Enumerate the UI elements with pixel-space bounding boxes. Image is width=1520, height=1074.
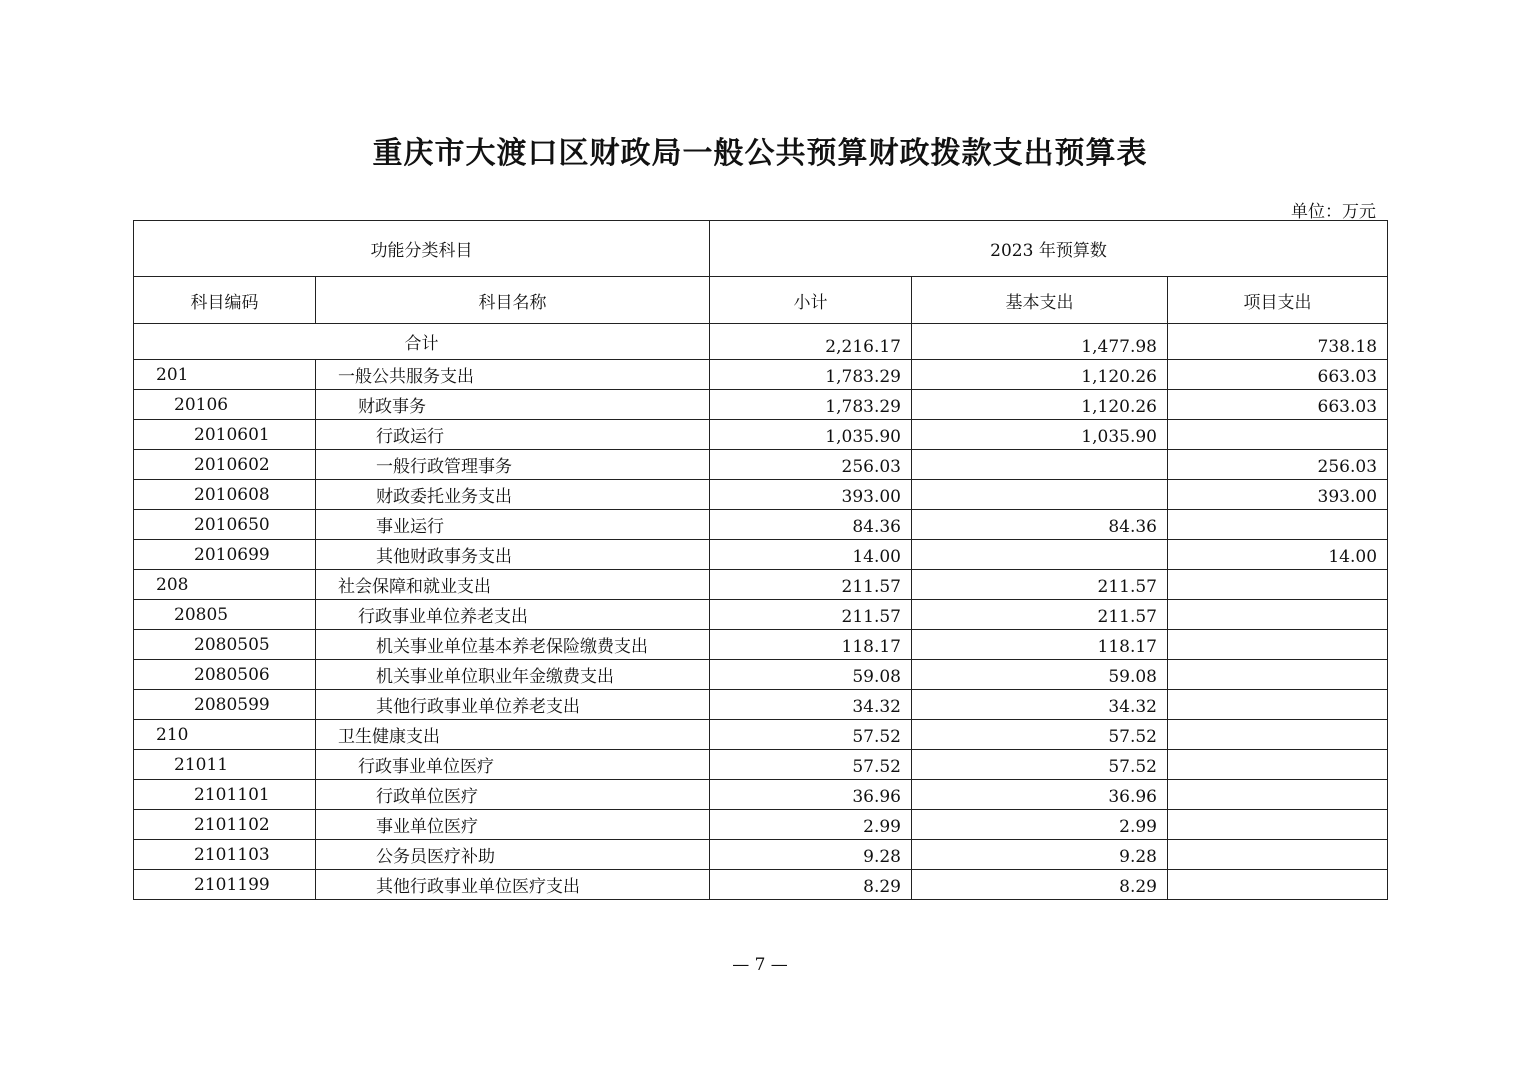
total-basic: 1,477.98 bbox=[912, 324, 1168, 360]
row-name: 公务员医疗补助 bbox=[316, 840, 710, 870]
row-basic: 1,035.90 bbox=[912, 420, 1168, 450]
row-basic: 118.17 bbox=[912, 630, 1168, 660]
table-row bbox=[134, 780, 1388, 810]
row-basic: 1,120.26 bbox=[912, 390, 1168, 420]
table-row bbox=[134, 510, 1388, 540]
row-subtotal: 1,783.29 bbox=[710, 390, 912, 420]
row-basic: 2.99 bbox=[912, 810, 1168, 840]
row-name: 其他财政事务支出 bbox=[316, 540, 710, 570]
row-code: 20106 bbox=[134, 390, 316, 420]
row-basic bbox=[912, 480, 1168, 510]
table-row bbox=[134, 420, 1388, 450]
row-project bbox=[1168, 870, 1388, 900]
header-function-category: 功能分类科目 bbox=[134, 221, 710, 277]
row-basic: 34.32 bbox=[912, 690, 1168, 720]
total-label: 合计 bbox=[134, 324, 710, 360]
row-subtotal: 1,035.90 bbox=[710, 420, 912, 450]
table-row bbox=[134, 540, 1388, 570]
row-subtotal: 57.52 bbox=[710, 720, 912, 750]
row-name: 其他行政事业单位养老支出 bbox=[316, 690, 710, 720]
row-code: 2101102 bbox=[134, 810, 316, 840]
table-row bbox=[134, 570, 1388, 600]
row-name: 社会保障和就业支出 bbox=[316, 570, 710, 600]
row-subtotal: 84.36 bbox=[710, 510, 912, 540]
table-row bbox=[134, 750, 1388, 780]
row-code: 208 bbox=[134, 570, 316, 600]
row-project bbox=[1168, 720, 1388, 750]
header-code: 科目编码 bbox=[134, 277, 316, 324]
table-row bbox=[134, 450, 1388, 480]
row-name: 事业单位医疗 bbox=[316, 810, 710, 840]
row-basic: 36.96 bbox=[912, 780, 1168, 810]
row-project bbox=[1168, 840, 1388, 870]
row-subtotal: 118.17 bbox=[710, 630, 912, 660]
header-budget-year: 2023 年预算数 bbox=[710, 221, 1388, 277]
row-name: 事业运行 bbox=[316, 510, 710, 540]
row-subtotal: 2.99 bbox=[710, 810, 912, 840]
row-code: 201 bbox=[134, 360, 316, 390]
row-subtotal: 9.28 bbox=[710, 840, 912, 870]
row-basic bbox=[912, 450, 1168, 480]
unit-label: 单位：万元 bbox=[1291, 202, 1376, 222]
table-row bbox=[134, 600, 1388, 630]
table-row bbox=[134, 390, 1388, 420]
table-row bbox=[134, 840, 1388, 870]
row-subtotal: 36.96 bbox=[710, 780, 912, 810]
table-row bbox=[134, 480, 1388, 510]
table-row bbox=[134, 360, 1388, 390]
row-subtotal: 393.00 bbox=[710, 480, 912, 510]
row-basic: 59.08 bbox=[912, 660, 1168, 690]
row-basic bbox=[912, 540, 1168, 570]
row-code: 2080506 bbox=[134, 660, 316, 690]
row-name: 一般公共服务支出 bbox=[316, 360, 710, 390]
table-row bbox=[134, 810, 1388, 840]
table-row bbox=[134, 690, 1388, 720]
row-code: 20805 bbox=[134, 600, 316, 630]
row-project: 663.03 bbox=[1168, 390, 1388, 420]
row-code: 2010601 bbox=[134, 420, 316, 450]
row-subtotal: 256.03 bbox=[710, 450, 912, 480]
row-project bbox=[1168, 780, 1388, 810]
row-code: 21011 bbox=[134, 750, 316, 780]
row-name: 财政委托业务支出 bbox=[316, 480, 710, 510]
table-row bbox=[134, 660, 1388, 690]
row-basic: 1,120.26 bbox=[912, 360, 1168, 390]
row-project bbox=[1168, 750, 1388, 780]
row-basic: 9.28 bbox=[912, 840, 1168, 870]
row-code: 2010602 bbox=[134, 450, 316, 480]
row-subtotal: 14.00 bbox=[710, 540, 912, 570]
row-subtotal: 57.52 bbox=[710, 750, 912, 780]
row-basic: 84.36 bbox=[912, 510, 1168, 540]
row-project: 14.00 bbox=[1168, 540, 1388, 570]
row-name: 行政运行 bbox=[316, 420, 710, 450]
row-project: 256.03 bbox=[1168, 450, 1388, 480]
row-subtotal: 211.57 bbox=[710, 600, 912, 630]
row-basic: 8.29 bbox=[912, 870, 1168, 900]
table-row bbox=[134, 870, 1388, 900]
row-subtotal: 34.32 bbox=[710, 690, 912, 720]
row-subtotal: 1,783.29 bbox=[710, 360, 912, 390]
row-project bbox=[1168, 600, 1388, 630]
row-project bbox=[1168, 810, 1388, 840]
row-name: 其他行政事业单位医疗支出 bbox=[316, 870, 710, 900]
row-project bbox=[1168, 570, 1388, 600]
header-name: 科目名称 bbox=[316, 277, 710, 324]
row-code: 2080599 bbox=[134, 690, 316, 720]
row-code: 2080505 bbox=[134, 630, 316, 660]
header-project: 项目支出 bbox=[1168, 277, 1388, 324]
page-title: 重庆市大渡口区财政局一般公共预算财政拨款支出预算表 bbox=[372, 136, 1148, 171]
row-basic: 211.57 bbox=[912, 570, 1168, 600]
row-basic: 57.52 bbox=[912, 750, 1168, 780]
row-code: 210 bbox=[134, 720, 316, 750]
row-project bbox=[1168, 690, 1388, 720]
budget-table bbox=[133, 220, 1388, 900]
row-code: 2101101 bbox=[134, 780, 316, 810]
row-project bbox=[1168, 510, 1388, 540]
header-basic: 基本支出 bbox=[912, 277, 1168, 324]
table-row bbox=[134, 630, 1388, 660]
row-subtotal: 8.29 bbox=[710, 870, 912, 900]
row-project: 393.00 bbox=[1168, 480, 1388, 510]
row-project bbox=[1168, 660, 1388, 690]
row-name: 财政事务 bbox=[316, 390, 710, 420]
row-name: 行政事业单位养老支出 bbox=[316, 600, 710, 630]
row-subtotal: 59.08 bbox=[710, 660, 912, 690]
row-code: 2101103 bbox=[134, 840, 316, 870]
row-code: 2010608 bbox=[134, 480, 316, 510]
row-code: 2010699 bbox=[134, 540, 316, 570]
row-code: 2101199 bbox=[134, 870, 316, 900]
total-project: 738.18 bbox=[1168, 324, 1388, 360]
row-project bbox=[1168, 420, 1388, 450]
row-name: 行政单位医疗 bbox=[316, 780, 710, 810]
row-name: 机关事业单位职业年金缴费支出 bbox=[316, 660, 710, 690]
row-basic: 57.52 bbox=[912, 720, 1168, 750]
row-basic: 211.57 bbox=[912, 600, 1168, 630]
row-name: 行政事业单位医疗 bbox=[316, 750, 710, 780]
table-row bbox=[134, 720, 1388, 750]
total-subtotal: 2,216.17 bbox=[710, 324, 912, 360]
row-code: 2010650 bbox=[134, 510, 316, 540]
row-name: 一般行政管理事务 bbox=[316, 450, 710, 480]
row-project: 663.03 bbox=[1168, 360, 1388, 390]
header-subtotal: 小计 bbox=[710, 277, 912, 324]
row-name: 卫生健康支出 bbox=[316, 720, 710, 750]
row-name: 机关事业单位基本养老保险缴费支出 bbox=[316, 630, 710, 660]
row-subtotal: 211.57 bbox=[710, 570, 912, 600]
row-project bbox=[1168, 630, 1388, 660]
page-number: — 7 — bbox=[732, 955, 788, 975]
total-row bbox=[134, 324, 1388, 360]
